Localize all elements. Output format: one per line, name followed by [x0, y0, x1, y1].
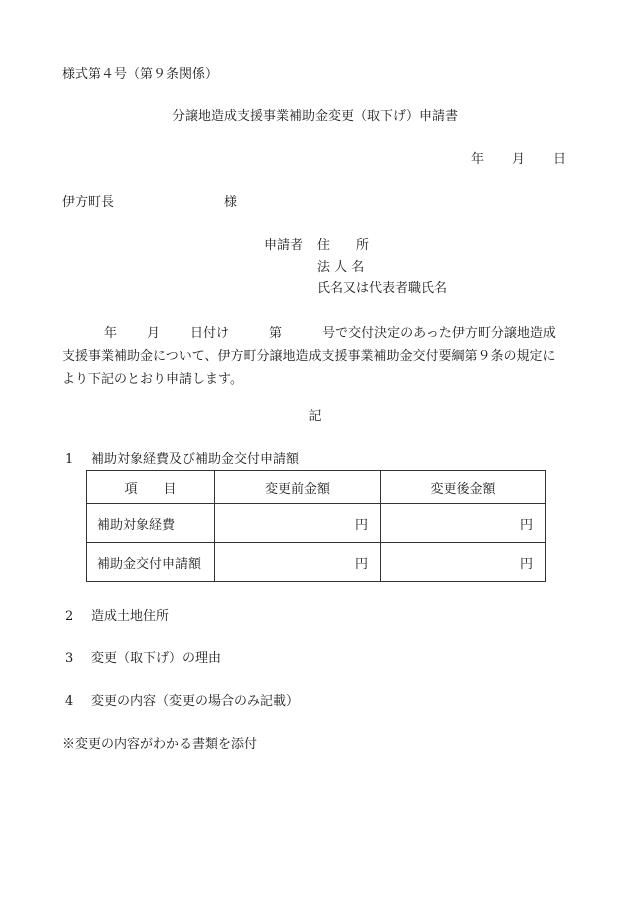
- body-paragraph: [62, 322, 568, 391]
- header-after: 変更後金額: [381, 471, 546, 504]
- section-label: 補助対象経費及び補助金交付申請額: [91, 452, 300, 467]
- section-label: 変更の内容（変更の場合のみ記載）: [91, 694, 300, 709]
- table-row: [87, 543, 546, 582]
- section-label: 変更（取下げ）の理由: [91, 651, 222, 666]
- section-number: 1: [65, 452, 74, 467]
- body-date-suffix: 日付け: [190, 326, 230, 341]
- section-number: 2: [65, 609, 74, 624]
- header-before: 変更前金額: [215, 471, 381, 504]
- body-line1: 号で交付決定のあった伊方町分譲地造成: [322, 326, 556, 341]
- applicant-address-field: 住 所: [317, 238, 370, 253]
- body-year: 年: [104, 326, 118, 341]
- applicant-corporation-field: 法 人 名: [317, 260, 365, 275]
- header-item: 項 目: [87, 471, 215, 504]
- applicant-name-field: 氏名又は代表者職氏名: [317, 281, 448, 296]
- addressee-name: 伊方町長: [62, 195, 115, 210]
- addressee-honorific: 様: [224, 195, 238, 210]
- section-4: [65, 695, 299, 708]
- addressee: [62, 196, 237, 209]
- document-title: 分譲地造成支援事業補助金変更（取下げ）申請書: [171, 109, 458, 124]
- section-2: [65, 610, 169, 623]
- form-number: 様式第４号（第９条関係）: [62, 67, 219, 82]
- table-row: [87, 504, 546, 543]
- section-3: [65, 652, 221, 665]
- date-day-label: 日: [552, 152, 566, 167]
- date-line: [471, 153, 566, 166]
- date-year-label: 年: [470, 152, 484, 167]
- row-item: 補助対象経費: [87, 504, 215, 543]
- body-month: 月: [147, 326, 161, 341]
- section-number: 3: [65, 651, 74, 666]
- body-dai: 第: [269, 326, 283, 341]
- amount-table: [86, 470, 546, 582]
- section-label: 造成土地住所: [91, 609, 170, 624]
- table-header-row: [87, 471, 546, 504]
- section-1: [65, 453, 299, 466]
- body-line3: より下記のとおり申請します。: [62, 372, 243, 387]
- attachment-note: ※変更の内容がわかる書類を添付: [62, 737, 258, 752]
- section-number: 4: [65, 694, 74, 709]
- row-before-amount: 円: [215, 543, 381, 582]
- applicant-label: 申請者: [264, 238, 304, 253]
- row-after-amount: 円: [381, 504, 546, 543]
- row-item: 補助金交付申請額: [87, 543, 215, 582]
- row-before-amount: 円: [215, 504, 381, 543]
- row-after-amount: 円: [381, 543, 546, 582]
- body-line2: 支援事業補助金について、伊方町分譲地造成支援事業補助金交付要綱第９条の規定に: [62, 349, 556, 364]
- date-month-label: 月: [511, 152, 525, 167]
- ki-heading: 記: [308, 409, 322, 424]
